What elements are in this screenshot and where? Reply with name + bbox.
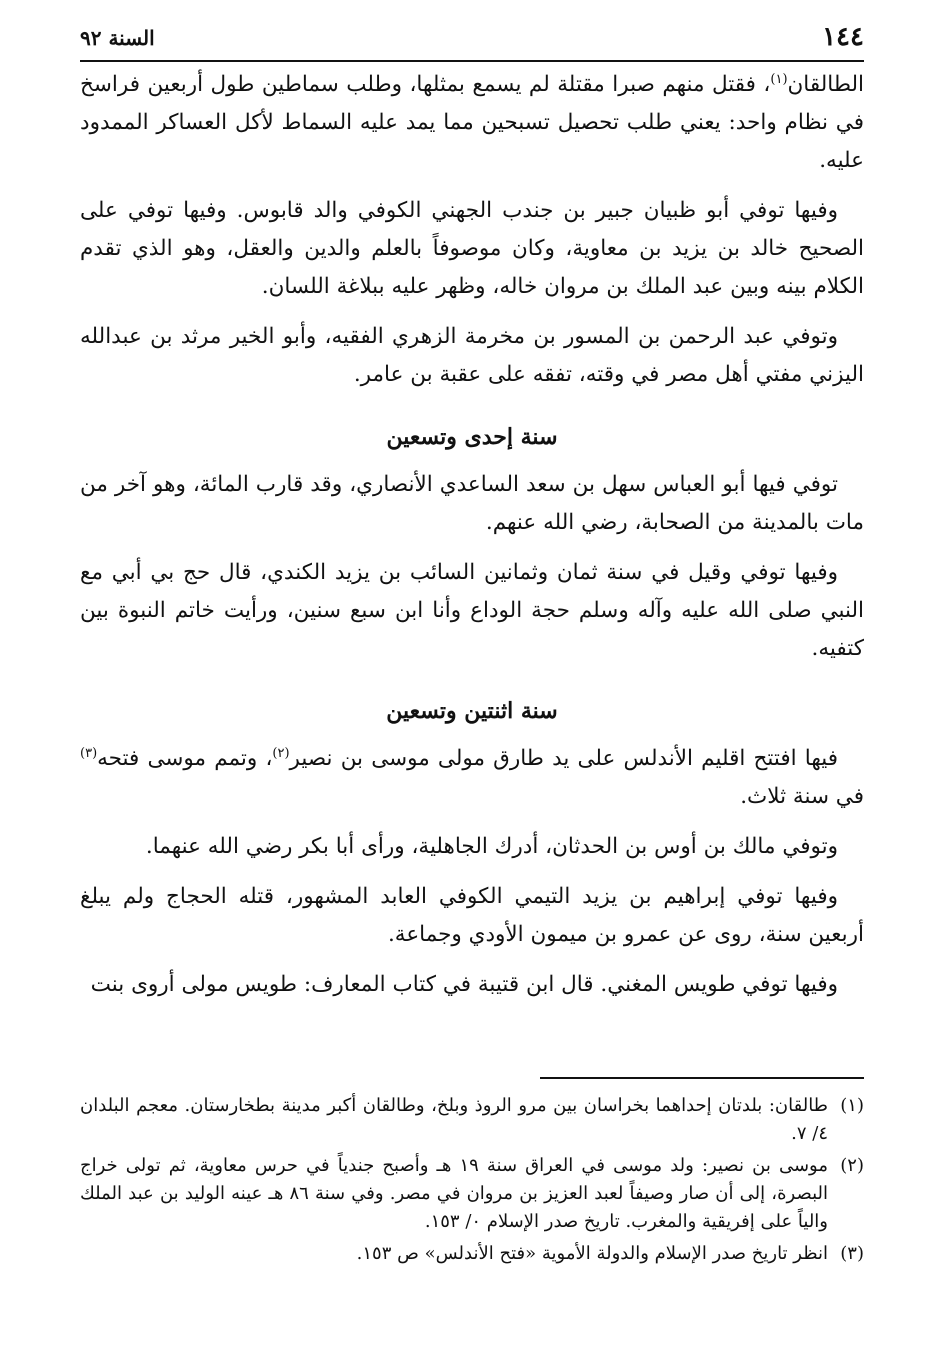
page-header — [80, 22, 864, 62]
paragraph: وفيها توفي إبراهيم بن يزيد التيمي الكوفي العابد المشهور، قتله الحجاج ولم يبلغ أربعين سنة، روى عن عمرو بن ميمون الأودي وجماعة. — [80, 884, 864, 947]
footnote-ref: (١) — [770, 71, 788, 87]
main-text — [80, 66, 864, 1016]
footnote-divider — [540, 1077, 864, 1079]
paragraph: وفيها توفي طويس المغني. قال ابن قتيبة في كتاب المعارف: طويس مولى أروى بنت — [90, 972, 838, 997]
footnote — [80, 1092, 864, 1148]
footnote-text: انظر تاريخ صدر الإسلام والدولة الأموية «فتح الأندلس» ص ١٥٣. — [356, 1243, 828, 1264]
paragraph: وتوفي عبد الرحمن بن المسور بن مخرمة الزهري الفقيه، وأبو الخير مرثد بن عبدالله اليزني مفتي أهل مصر في وقته، تفقه على عقبة بن عامر. — [80, 324, 864, 387]
footnote — [80, 1152, 864, 1236]
footnote-text: طالقان: بلدتان إحداهما بخراسان بين مرو الروذ وبلخ، وطالقان أكبر مدينة بطخارستان. معجم البلدان ٤/ ٧. — [80, 1095, 828, 1144]
page-number: ١٤٤ — [822, 22, 864, 52]
paragraph: وتوفي مالك بن أوس بن الحدثان، أدرك الجاهلية، ورأى أبا بكر رضي الله عنهما. — [145, 834, 838, 859]
footnote — [80, 1240, 864, 1268]
footnote-ref: (٢) — [272, 745, 290, 761]
paragraph: الطالقان$^{(١)}$، فقتل منهم صبرا مقتلة لم يسمع بمثلها، وطلب سماطين طول أربعين فراسخ في نظام واحد: يعني طلب تحصيل تسبحين مما يمد عليه السماط لأكل العساكر الممدود عليه. — [80, 71, 864, 173]
paragraph: توفي فيها أبو العباس سهل بن سعد الساعدي الأنصاري، وقد قارب المائة، وهو آخر من مات بالمدينة من الصحابة، رضي الله عنهم. — [80, 472, 864, 535]
section-heading: سنة إحدى وتسعين — [386, 424, 558, 450]
paragraph: وفيها توفي أبو ظبيان جبير بن جندب الجهني الكوفي والد قابوس. وفيها توفي على الصحيح خالد بن يزيد بن معاوية، وكان موصوفاً بالعلم والدين والعقل، وهو الذي تقدم الكلام بينه وبين عبد الملك بن مروان خاله، وظهر عليه ببلاغة اللسان. — [80, 198, 864, 299]
section-heading: سنة اثنتين وتسعين — [386, 698, 558, 724]
footnote-text: موسى بن نصير: ولد موسى في العراق سنة ١٩ هـ وأصبح جندياً في حرس معاوية، ثم تولى خراج البصرة، إلى أن صار وصيفاً لعبد العزيز بن مروان في مصر. وفي سنة ٨٦ هـ عينه الوليد بن عبد الملك والياً على إفريقية والمغرب. تاريخ صدر الإسلام ٠/ ١٥٣. — [80, 1155, 828, 1232]
footnote-number: (١) — [840, 1095, 864, 1116]
footnote-number: (٢) — [840, 1155, 864, 1176]
paragraph: وفيها توفي وقيل في سنة ثمان وثمانين السائب بن يزيد الكندي، قال حج بي أبي مع النبي صلى الله عليه وآله وسلم حجة الوداع وأنا ابن سبع سنين، ورأيت خاتم النبوة بين كتفيه. — [80, 560, 864, 661]
footnote-number: (٣) — [840, 1243, 864, 1264]
paragraph: فيها افتتح اقليم الأندلس على يد طارق مولى موسى بن نصير$^{(٢)}$، وتمم موسى فتحه$^{(٣)}$ في سنة ثلاث. — [80, 745, 864, 809]
footnotes — [80, 1092, 864, 1272]
footnote-ref: (٣) — [80, 745, 98, 761]
running-head: السنة ٩٢ — [80, 26, 155, 50]
